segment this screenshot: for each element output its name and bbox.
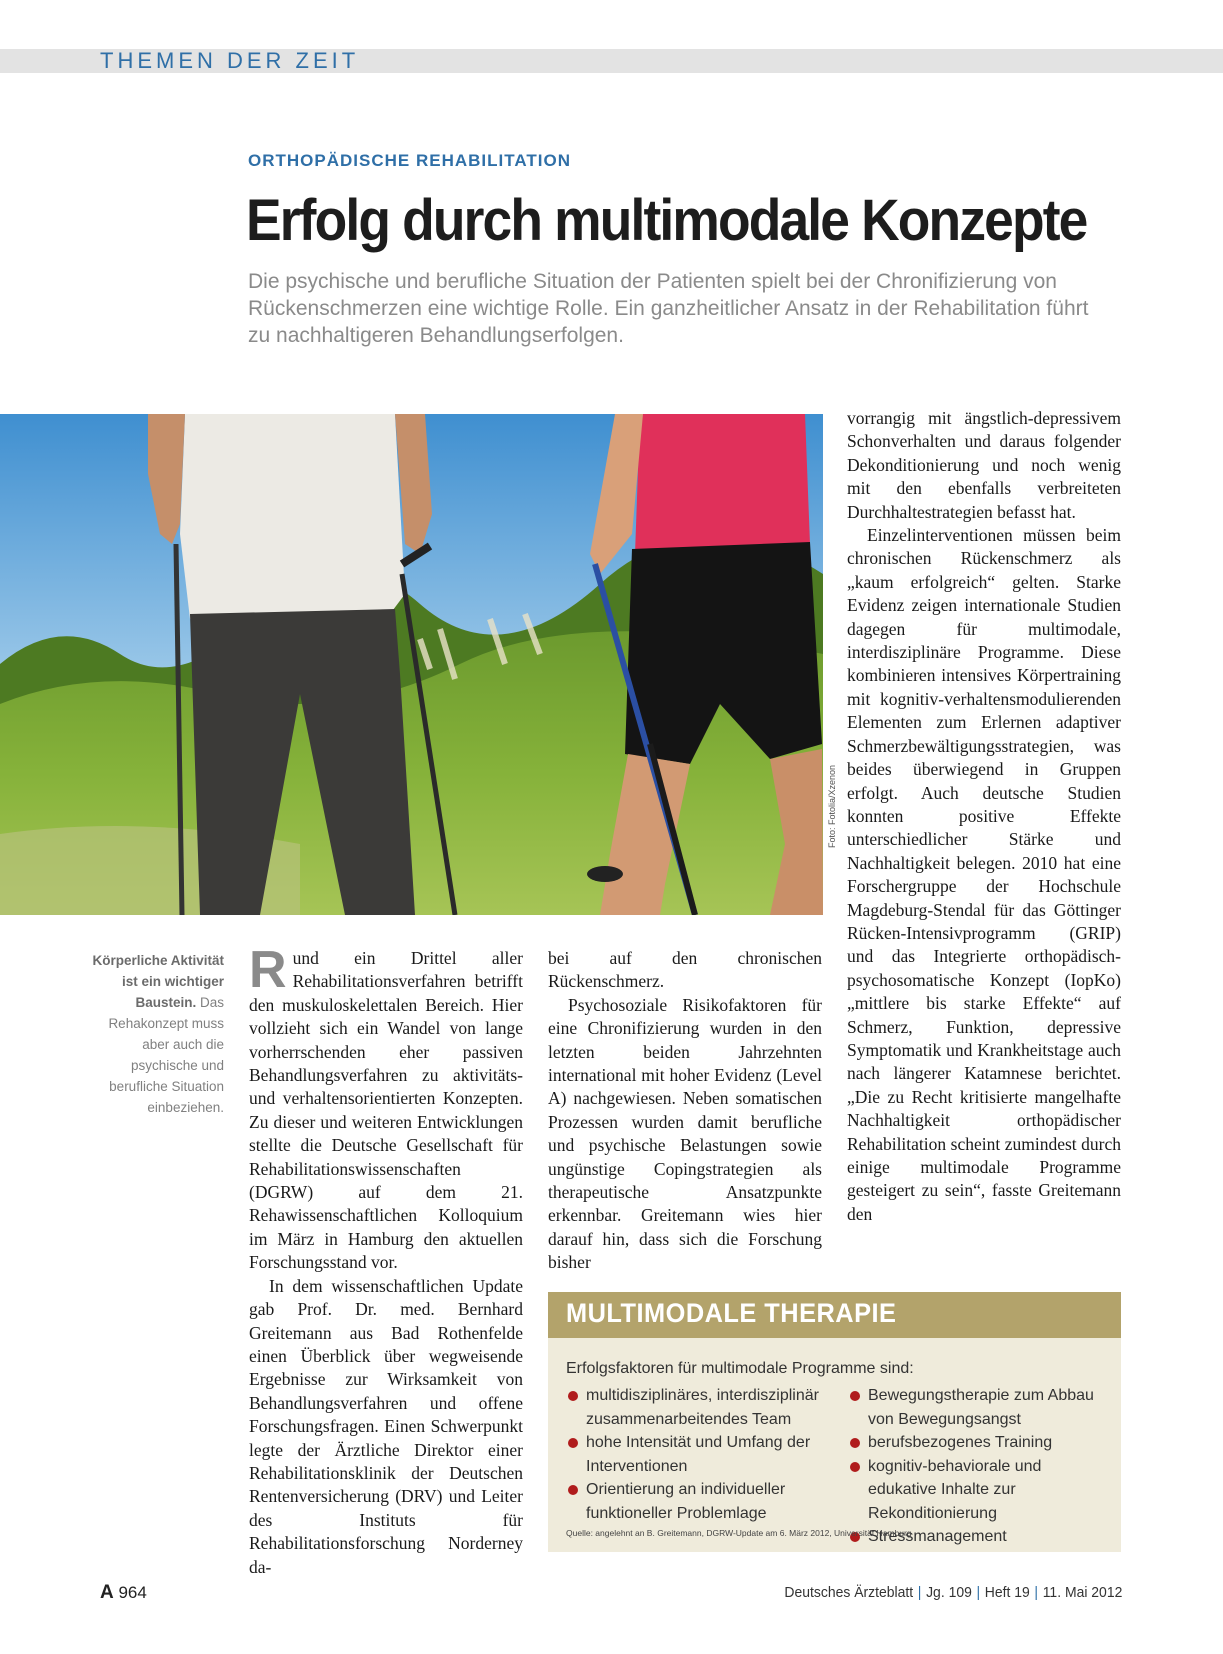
page-number-value: 964 bbox=[118, 1583, 147, 1602]
bullet-icon bbox=[850, 1462, 860, 1472]
col1-paragraph-1: und ein Drittel aller Rehabilitationsverfahren betrifft den muskuloskelettalen Bereich. Hier vollzieht sich ein Wandel von lange vorherrschenden eher passiven Behandlungsverfahren zu aktivitäts- und verhaltensorientierten Konzepten. Zu dieser und weiteren Entwicklungen stellte die Deutsche Gesellschaft für Rehabilitationswissenschaften (DGRW) auf dem 21. Rehawissenschaftlichen Kolloquium im März in Hamburg den aktuellen Forschungsstand vor. bbox=[249, 948, 523, 1273]
journal-date: 11. Mai 2012 bbox=[1042, 1584, 1122, 1601]
caption-bold: Körperliche Aktivität ist ein wichtiger Baustein. bbox=[92, 953, 224, 1010]
info-box-list-right bbox=[848, 1384, 1103, 1549]
article-photo bbox=[0, 414, 823, 915]
list-item: multidisziplinäres, interdisziplinär zusammenarbeitendes Team bbox=[566, 1384, 821, 1431]
info-box-title: MULTIMODALE THERAPIE bbox=[566, 1298, 897, 1328]
bullet-icon bbox=[568, 1438, 578, 1448]
page-prefix: A bbox=[100, 1582, 114, 1603]
info-box-source: Quelle: angelehnt an B. Greitemann, DGRW-Update am 6. März 2012, Universität Hamburg bbox=[566, 1528, 912, 1538]
photo-caption bbox=[88, 950, 224, 1118]
body-column-2 bbox=[548, 947, 822, 1275]
col2-paragraph-2: Psychosoziale Risikofaktoren für eine Chronifizierung wurden in den letzten beiden Jahrzehnten international mit hoher Evidenz (Level A) nachgewiesen. Neben somatischen Prozessen wurden damit berufliche und psychische Belastungen sowie ungünstige Copingstrategien als therapeutische Ansatzpunkte erkennbar. Greitemann wies hier darauf hin, dass sich die Forschung bisher bbox=[548, 994, 822, 1273]
col2-paragraph-1: bei auf den chronischen Rückenschmerz. bbox=[548, 948, 822, 992]
col3-paragraph-1: vorrangig mit ängstlich-depressivem Schonverhalten und daraus folgender Dekonditionierung und noch wenig mit den ebenfalls verbreiteten Durchhaltestrategien befasst hat. bbox=[847, 408, 1121, 522]
article-lead: Die psychische und berufliche Situation der Patienten spielt bei der Chronifizierung von Rückenschmerzen eine wichtige Rolle. Ein ganzheitlicher Ansatz in der Rehabilitation führt zu nachhaltigeren Behandlungserfolgen. bbox=[248, 270, 1089, 347]
journal-issue: Heft 19 bbox=[984, 1584, 1030, 1601]
list-item: Stressmanagement bbox=[848, 1525, 1103, 1549]
photo-credit: Foto: Fotolia/Xzenon bbox=[827, 764, 837, 848]
list-item: Orientierung an individueller funktioneller Problemlage bbox=[566, 1478, 821, 1525]
col1-paragraph-2: In dem wissenschaftlichen Update gab Prof. Dr. med. Bernhard Greitemann aus Bad Rothenfelde einen Überblick über wegweisende Ergebnisse zur Wirksamkeit von Behandlungsverfahren und offene Forschungsfragen. Einen Schwerpunkt legte der Ärztliche Direktor einer Rehabilitationsklinik der Deutschen Rentenversicherung (DRV) und Leiter des Instituts für Rehabilitationsforschung Norderney da- bbox=[249, 1275, 523, 1577]
drop-cap: R bbox=[249, 941, 287, 999]
list-item: hohe Intensität und Umfang der Interventionen bbox=[566, 1431, 821, 1478]
footer-info: Deutsches Ärzteblatt | Jg. 109 | Heft 19 | 11. Mai 2012 bbox=[784, 1584, 1122, 1601]
bullet-icon bbox=[568, 1485, 578, 1495]
col3-paragraph-2: Einzelinterventionen müssen beim chronischen Rückenschmerz als „kaum erfolgreich“ gelten. Starke Evidenz zeigen internationale Studien dagegen für multimodale, interdisziplinäre Programme. Diese kombinieren intensives Körpertraining mit kognitiv-verhaltensmodulierenden Elementen zum Erlernen adaptiver Schmerzbewältigungsstrategien, was beides überwiegend in Gruppen erfolgt. Auch deutsche Studien konnten positive Effekte unterschiedlicher Stärke und Nachhaltigkeit belegen. 2010 hat eine Forschergruppe der Hochschule Magdeburg-Stendal für das Göttinger Rücken-Intensivprogramm (GRIP) und das Integrierte orthopädisch-psychosomatische Konzept (IopKo) „mittlere bis starke Effekte“ auf Schmerz, Funktion, depressive Symptomatik und Krankheitstage auch nach längerer Katamnese berichtet. „Die zu Recht kritisierte mangelhafte Nachhaltigkeit orthopädischer Rehabilitation scheint zumindest durch einige multimodale Programme gesteigert zu sein“, fasste Greitemann den bbox=[847, 525, 1121, 1224]
list-item: berufsbezogenes Training bbox=[848, 1431, 1103, 1455]
list-item: kognitiv-behaviorale und edukative Inhalte zur Rekonditionierung bbox=[848, 1455, 1103, 1526]
bullet-icon bbox=[850, 1438, 860, 1448]
section-label: THEMEN DER ZEIT bbox=[100, 48, 360, 73]
body-column-3 bbox=[847, 407, 1121, 1226]
info-box-list-left bbox=[566, 1384, 821, 1525]
bullet-icon bbox=[568, 1391, 578, 1401]
bullet-icon bbox=[850, 1391, 860, 1401]
info-box bbox=[548, 1292, 1121, 1552]
article-kicker: ORTHOPÄDISCHE REHABILITATION bbox=[248, 151, 571, 170]
journal-name: Deutsches Ärzteblatt bbox=[784, 1584, 913, 1601]
body-column-1 bbox=[249, 941, 523, 1579]
info-box-intro: Erfolgsfaktoren für multimodale Programme sind: bbox=[566, 1360, 914, 1377]
article-headline: Erfolg durch multimodale Konzepte bbox=[246, 188, 1087, 253]
page-number bbox=[100, 1582, 147, 1604]
journal-volume: Jg. 109 bbox=[925, 1584, 972, 1601]
caption-text: Das Rehakonzept muss aber auch die psychische und berufliche Situation einbeziehen. bbox=[108, 995, 224, 1115]
info-box-header bbox=[548, 1292, 1121, 1338]
list-item: Bewegungstherapie zum Abbau von Bewegungsangst bbox=[848, 1384, 1103, 1431]
